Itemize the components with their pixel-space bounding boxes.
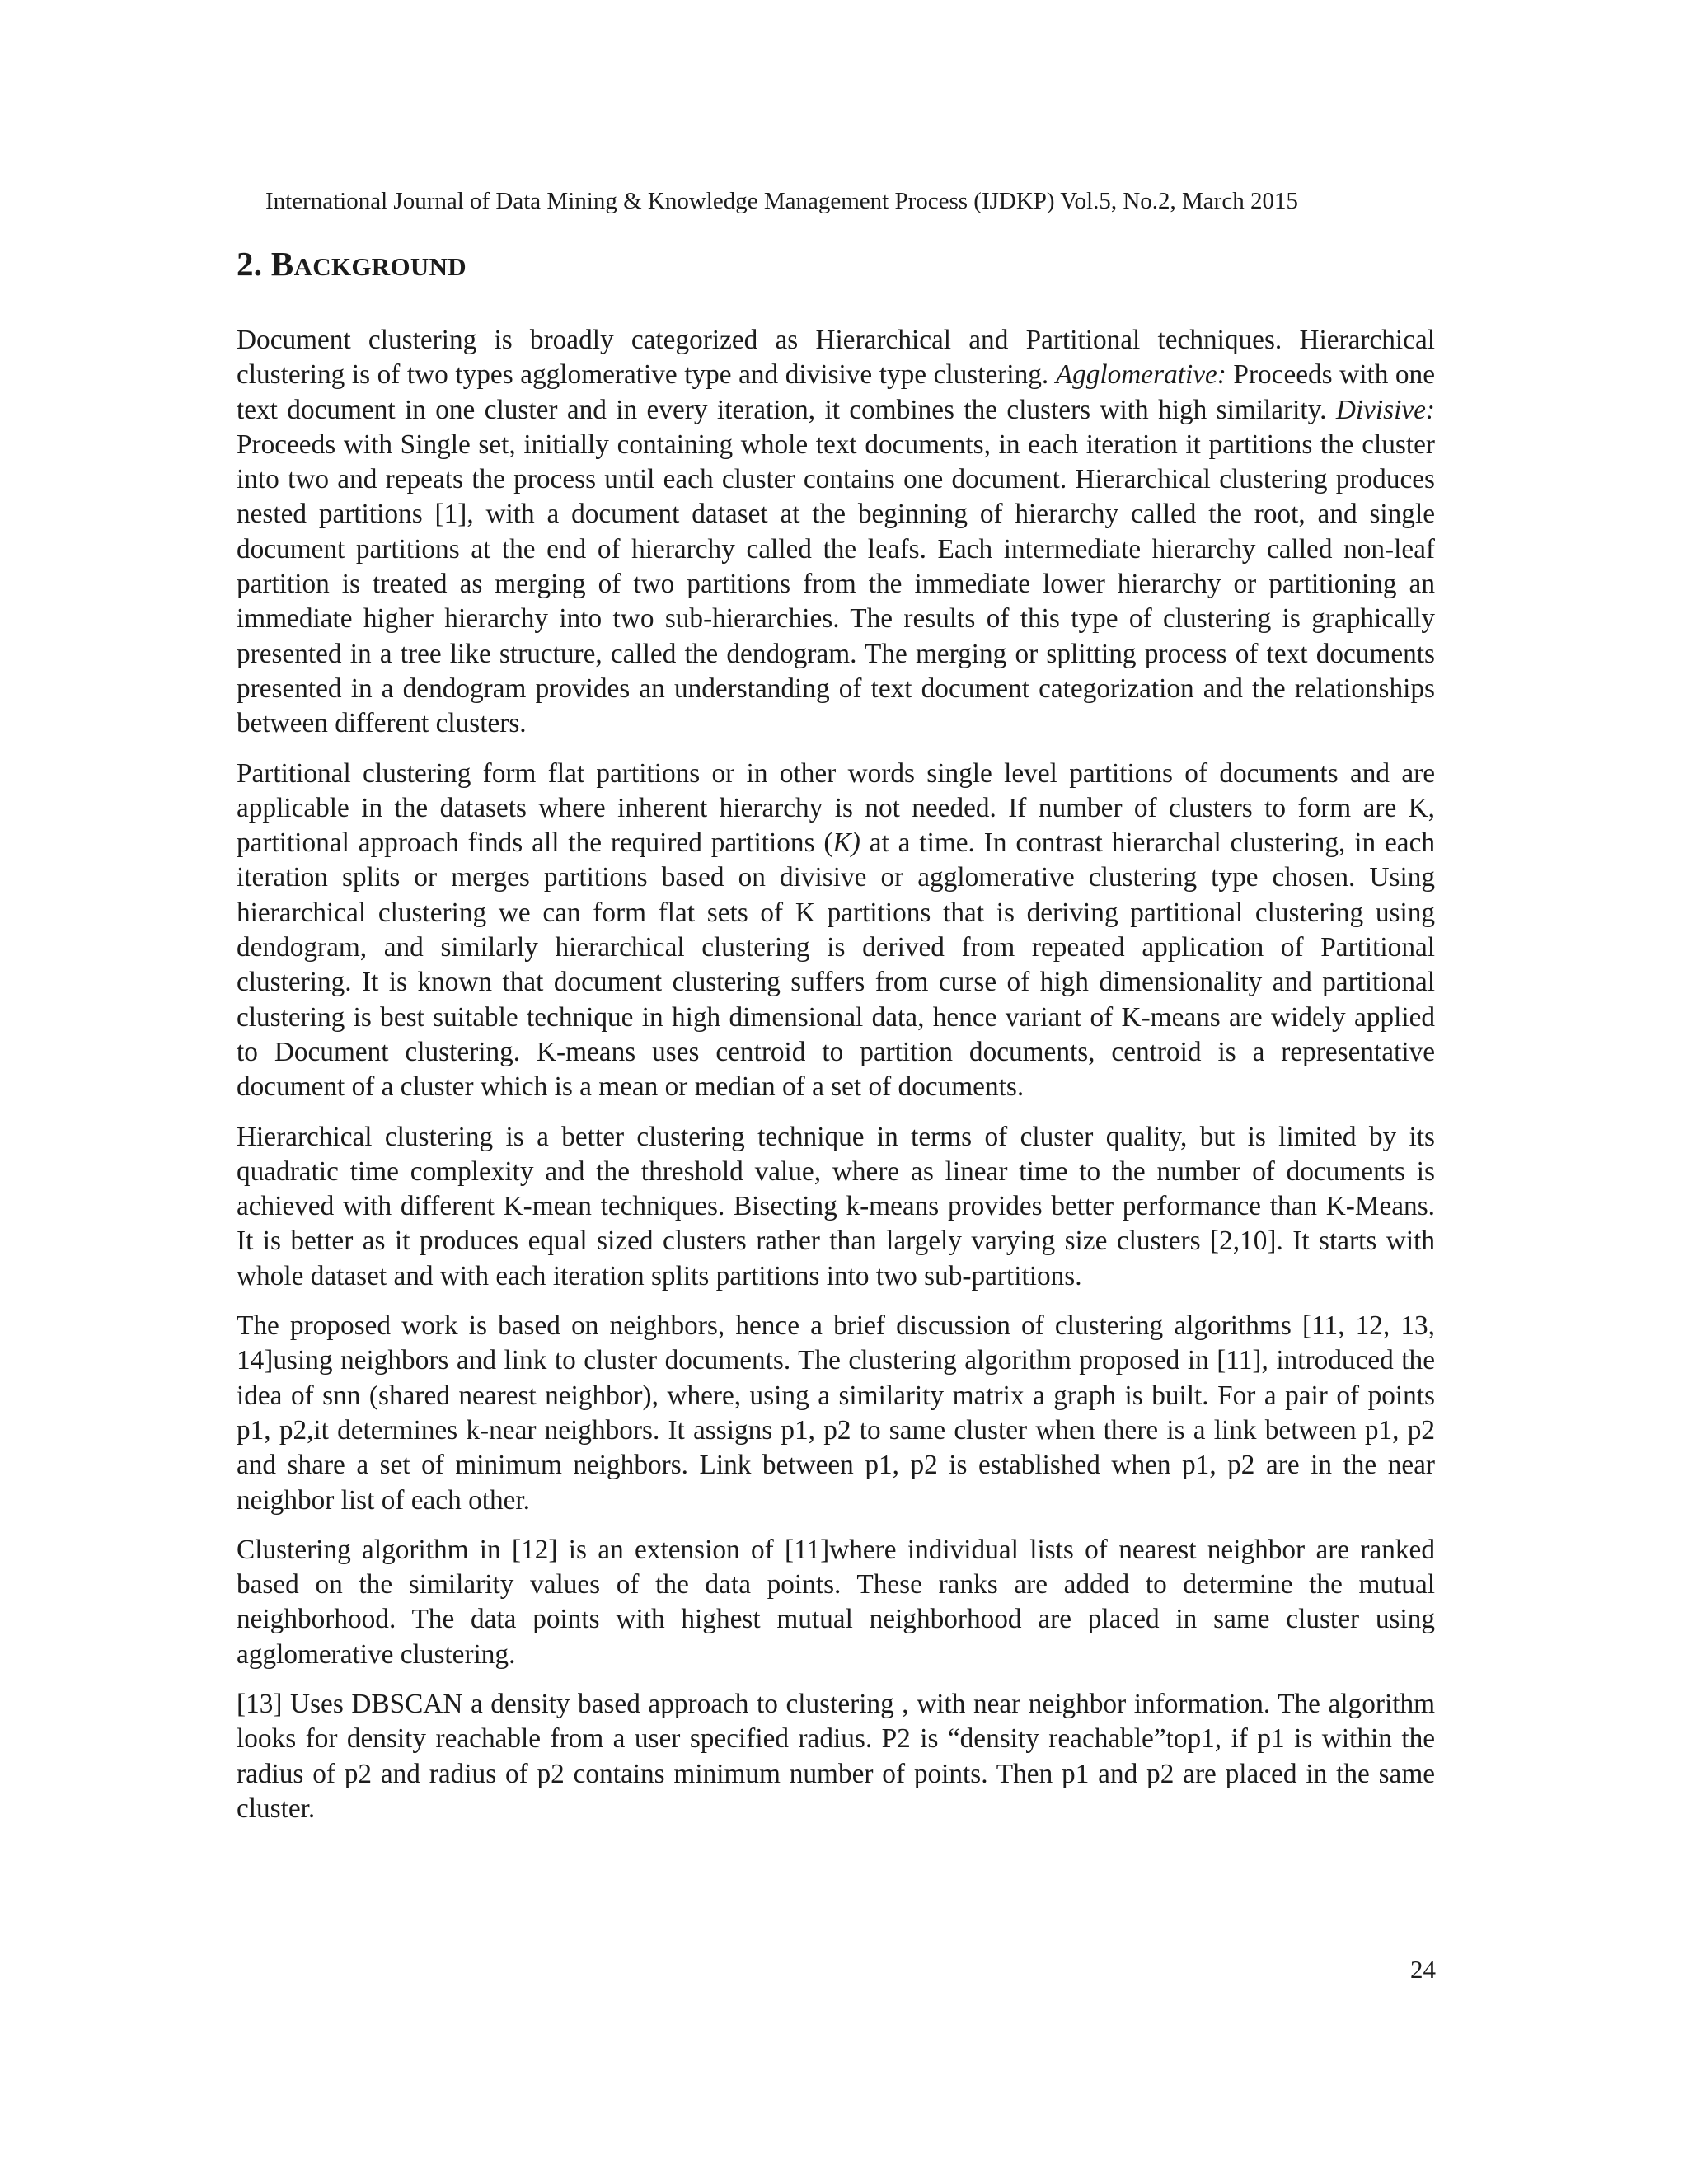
- page-number: 24: [1410, 1955, 1436, 1984]
- section-number: 2.: [237, 245, 263, 283]
- paragraph-dbscan: [13] Uses DBSCAN a density based approach to clustering , with near neighbor information. The algorithm looks for density reachable from a user specified radius. P2 is “density reachable”top1, if p1 is within the radius of p2 and radius of p2 contains minimum number of points. Then p1 and p2 are placed in the same cluster.: [237, 1688, 1435, 1824]
- paragraph-text: at a time. In contrast hierarchal clustering, in each iteration splits or merges partitions based on divisive or agglomerative clustering type chosen. Using hierarchical clustering we can form flat sets of K partitions that is deriving partitional clustering using dendogram, and similarly hierarchical clustering is derived from repeated application of Partitional clustering. It is known that document clustering suffers from curse of high dimensionality and partitional clustering is best suitable technique in high dimensional data, hence variant of K-means are widely applied to Document clustering. K-means uses centroid to partition documents, centroid is a representative document of a cluster which is a mean or median of a set of documents.: [237, 827, 1435, 1103]
- paragraph-neighbors: The proposed work is based on neighbors, hence a brief discussion of clustering algorithms [11, 12, 13, 14]using neighbors and link to cluster documents. The clustering algorithm proposed in [11], introduced the idea of snn (shared nearest neighbor), where, using a similarity matrix a graph is built. For a pair of points p1, p2,it determines k-near neighbors. It assigns p1, p2 to same cluster when there is a link between p1, p2 and share a set of minimum neighbors. Link between p1, p2 is established when p1, p2 are in the near neighbor list of each other.: [237, 1310, 1435, 1516]
- paragraph-ranked-neighbors: Clustering algorithm in [12] is an extension of [11]where individual lists of nearest neighbor are ranked based on the similarity values of the data points. These ranks are added to determine the mutual neighborhood. The data points with highest mutual neighborhood are placed in same cluster using agglomerative clustering.: [237, 1534, 1435, 1670]
- paragraph-hierarchical-vs-partitional: [237, 323, 1435, 742]
- paragraph-bisecting-kmeans: Hierarchical clustering is a better clustering technique in terms of cluster quality, but is limited by its quadratic time complexity and the threshold value, where as linear time to the number of documents is achieved with different K-mean techniques. Bisecting k-means provides better performance than K-Means. It is better as it produces equal sized clusters rather than largely varying size clusters [2,10]. It starts with whole dataset and with each iteration splits partitions into two sub-partitions.: [237, 1121, 1435, 1291]
- body-text: [237, 323, 1435, 1841]
- paragraph-partitional-clustering: [237, 757, 1435, 1105]
- section-heading: [237, 241, 467, 290]
- paragraph-text: Proceeds with Single set, initially containing whole text documents, in each iteration it partitions the cluster into two and repeats the process until each cluster contains one document. Hierarchical clustering produces nested partitions [1], with a document dataset at the beginning of hierarchy called the root, and single document partitions at the end of hierarchy called the leafs. Each intermediate hierarchy called non-leaf partition is treated as merging of two partitions from the immediate lower hierarchy or partitioning an immediate higher hierarchy into two sub-hierarchies. The results of this type of clustering is graphically presented in a tree like structure, called the dendogram. The merging or splitting process of text documents presented in a dendogram provides an understanding of text document categorization and the relationships between different clusters.: [237, 429, 1435, 739]
- paragraph-text: Partitional clustering form flat partitions or in other words single level partitions of documents and are applicable in the datasets where inherent hierarchy is not needed. If number of clusters to form are K, partitional approach finds all the required partitions (: [237, 757, 1435, 859]
- section-title-rest: ACKGROUND: [293, 252, 467, 281]
- term-agglomerative: Agglomerative:: [1055, 359, 1226, 391]
- running-header: International Journal of Data Mining & Knowledge Management Process (IJDKP) Vol.5, No.2, March 2015: [265, 188, 1298, 214]
- paragraph-text: Document clustering is broadly categorized as Hierarchical and Partitional techniques. Hierarchical clustering is of two types agglomerative type and divisive type clustering.: [237, 325, 1435, 391]
- section-title-initial: B: [270, 245, 294, 283]
- term-divisive: Divisive:: [1335, 394, 1435, 425]
- paragraph-text: Proceeds with one text document in one cluster and in every iteration, it combines the clusters with high similarity.: [237, 359, 1435, 425]
- term-k: K): [832, 827, 860, 859]
